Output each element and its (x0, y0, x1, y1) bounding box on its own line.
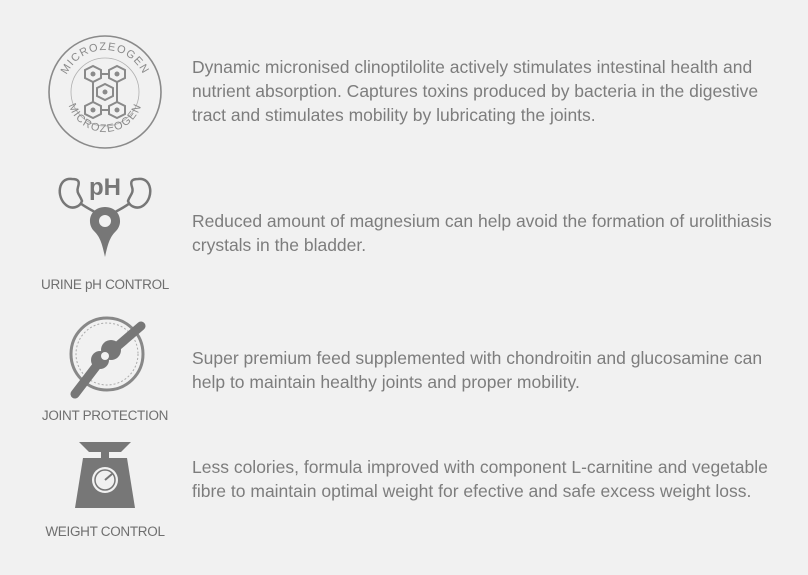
scale-icon (65, 440, 145, 512)
microzeogen-seal-icon (45, 32, 165, 152)
feature-text-microzeogen: Dynamic micronised clinoptilolite actively stimulates intestinal health and nutrient absorption. Captures toxins produced by bacteria in the digestive tract and stimulates mobility by lubricating the joints. (192, 57, 759, 125)
weight-control-icon-column (20, 440, 190, 539)
ph-text: pH (89, 174, 121, 201)
joint-protection-icon-column (20, 312, 190, 423)
caption-joint-protection: JOINT PROTECTION (41, 408, 169, 423)
microzeogen-icon-column (20, 32, 190, 152)
seal-text-top: MICROZEOGEN (58, 40, 152, 77)
urine-ph-icon-column (20, 165, 190, 292)
caption-weight-control: WEIGHT CONTROL (45, 524, 165, 539)
joint-icon (55, 312, 155, 402)
seal-text-bottom: MICROZEOGEN (65, 101, 145, 136)
caption-urine-ph-control: URINE pH CONTROL (41, 277, 169, 292)
kidney-bladder-icon (50, 165, 160, 275)
feature-text-urine-ph: Reduced amount of magnesium can help avoid the formation of urolithiasis crystals in the bladder. (192, 211, 772, 255)
feature-text-weight-control: Less colories, formula improved with component L-carnitine and vegetable fibre to maintain optimal weight for efective and safe excess weight loss. (192, 457, 768, 501)
feature-text-joint-protection: Super premium feed supplemented with chondroitin and glucosamine can help to maintain healthy joints and proper mobility. (192, 348, 763, 392)
svg-text:MICROZEOGEN (66, 102, 145, 136)
